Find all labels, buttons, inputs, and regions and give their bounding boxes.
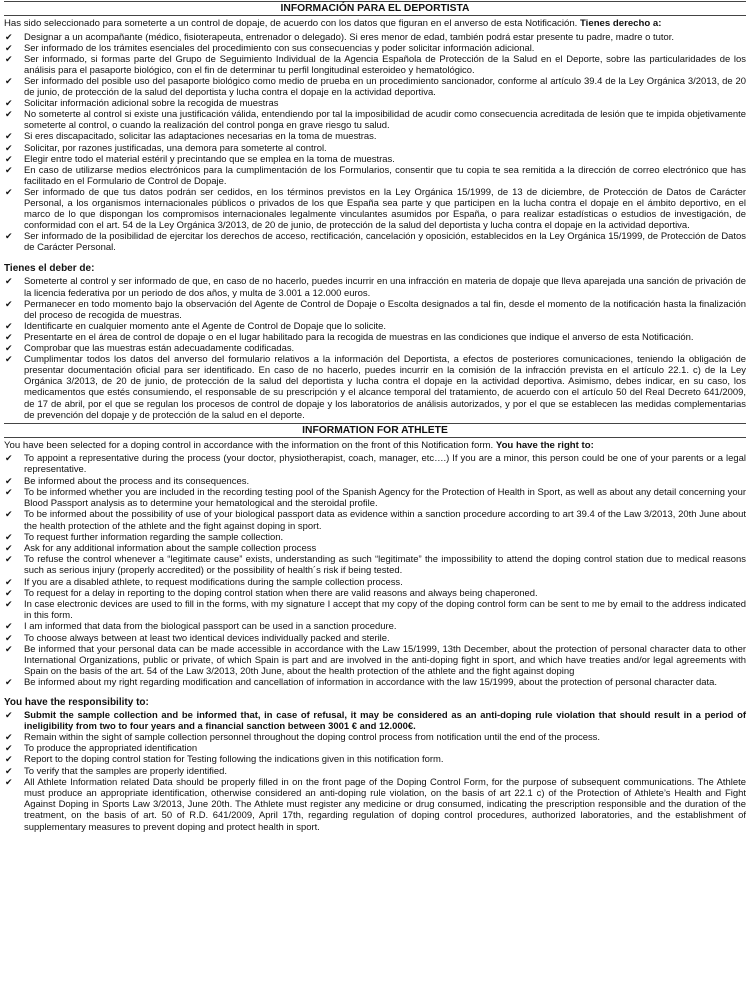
list-item: [4, 54, 746, 76]
list-item-text: En caso de utilizarse medios electrónicos para la cumplimentación de los Formularios, consentir que tu copia te sea remitida a la dirección de correo electrónico que has facilitado en el Formulario de Control de Dopaje.: [24, 164, 746, 187]
list-item-text: If you are a disabled athlete, to request modifications during the sample collection process.: [24, 576, 403, 588]
checkmark-icon: ✔: [5, 142, 13, 153]
list-item-text: Solicitar, por razones justificadas, una demora para someterte al control.: [24, 142, 327, 154]
list-item: [4, 154, 746, 165]
checkmark-icon: ✔: [5, 776, 13, 787]
list-item: [4, 332, 746, 343]
rights-list-es: [4, 32, 746, 254]
list-item: [4, 321, 746, 332]
checkmark-icon: ✔: [5, 231, 13, 242]
checkmark-icon: ✔: [5, 765, 13, 776]
list-item-text: To appoint a representative during the process (your doctor, physiotherapist, coach, manager, etc….) If you are a minor, this person could be one of your parents or a legal representative.: [24, 453, 746, 476]
list-item-text: Ser informado de que tus datos podrán ser cedidos, en los términos previstos en la Ley Orgánica 15/1999, de 13 de diciembre, de Protección de Datos de Carácter Personal, a los organismos internacionales públicos o privados de los que España sea parte y que participen en la lucha contra el dopaje en el ámbito deportivo, en el marco de lo que dispongan los compromisos internacionales legalmente vinculantes asumidos por España, o para realizar estadísticas o estudios de investigación, de conformidad con el art. 54 de la Ley Orgánica 3/2013, de 20 de junio, de protección de la salud del deportista y lucha contra el dopaje en la actividad deportiva.: [24, 186, 746, 232]
list-item: [4, 554, 746, 576]
list-item-text: To refuse the control whenever a “legitimate cause” exists, understanding as such “legitimate” the impossibility to attend the doping control station due to medical reasons such as serious injury (properly accredited) or the possibility of health´s risk if being tested.: [24, 554, 746, 577]
list-item: [4, 644, 746, 678]
list-item: [4, 299, 746, 321]
list-item-text: Si eres discapacitado, solicitar las adaptaciones necesarias en la toma de muestras.: [24, 131, 377, 143]
intro-en-text: You have been selected for a doping control in accordance with the information on the front of this Notification form.: [4, 439, 494, 451]
list-item: [4, 231, 746, 253]
list-item: [4, 543, 746, 554]
checkmark-icon: ✔: [5, 643, 13, 654]
list-item: [4, 76, 746, 98]
list-item: [4, 777, 746, 833]
checkmark-icon: ✔: [5, 677, 13, 688]
checkmark-icon: ✔: [5, 31, 13, 42]
list-item: [4, 131, 746, 142]
list-item-text: No someterte al control si existe una justificación válida, entendiendo por tal la imposibilidad de acudir como consecuencia acreditada de lesión que te impida objetivamente someterte al control, o cuando la realización del control ponga en grave riesgo tu salud.: [24, 109, 746, 132]
list-item: [4, 276, 746, 298]
list-item-text: To produce the appropriated identification: [24, 743, 198, 755]
list-item-text: Ask for any additional information about the sample collection process: [24, 542, 317, 554]
list-item-text: All Athlete Information related Data should be properly filled in on the front page of the Doping Control Form, for the purpose of subsequent communications. The Athlete must produce an appropriate identification, otherwise considered an anti-doping rule violation, on the basis of art 22.1 c) of the Protection of Athlete’s Health and Fight Against Doping in Sports Law 3/2013, June 20th. The Athlete must register any medicine or drug consumed, indicating the prescription responsible and the duration of the treatment, on the basis of art. 50 of R.D. 641/2009, April 17th, regarding regulation of doping control procedures, authorized laboratories, and the establishment of supplementary measures to prevent doping and protect health in sport.: [24, 776, 746, 833]
checkmark-icon: ✔: [5, 509, 13, 520]
list-item: [4, 109, 746, 131]
checkmark-icon: ✔: [5, 754, 13, 765]
checkmark-icon: ✔: [5, 486, 13, 497]
list-item-text: To request further information regarding the sample collection.: [24, 531, 284, 543]
list-item-text: Ser informado de los trámites esenciales del procedimiento con sus consecuencias y poder solicitar información adicional.: [24, 42, 535, 54]
intro-en: [4, 440, 746, 452]
list-item: [4, 621, 746, 632]
list-item: [4, 98, 746, 109]
list-item-text: Someterte al control y ser informado de que, en caso de no hacerlo, puedes incurrir en una infracción en materia de dopaje que lleva aparejada una sanción de privación de la licencia federativa por un periodo de dos años, y multa de 3.001 a 12.000 euros.: [24, 276, 746, 299]
checkmark-icon: ✔: [5, 42, 13, 53]
list-item-text: To request for a delay in reporting to the doping control station when there are valid reasons and always being chaperoned.: [24, 587, 538, 599]
checkmark-icon: ✔: [5, 587, 13, 598]
checkmark-icon: ✔: [5, 743, 13, 754]
list-item: [4, 677, 746, 688]
list-item-text: Cumplimentar todos los datos del anverso del formulario relativos a la información del Deportista, a efectos de posteriores comunicaciones, teniendo la obligación de presentar documentación oficial para ser identificado. En caso de no hacerlo, puedes incurrir en la comisión de la infracción prevista en el artículo 22.1. c) de la Ley Orgánica 3/2013, de 20 de junio, de protección de la salud del deportista y lucha contra el dopaje en la actividad deportiva. Asimismo, debes indicar, en su caso, los medicamentos que estés consumiendo, el responsable de su prescripción y el alcance temporal del tratamiento, de acuerdo con el artículo 50 del Real Decreto 641/2009, de 17 de abril, por el que se regulan los procesos de control de dopaje y los laboratorios de análisis autorizados, y por el que se establecen las medidas complementarias de prevención del dopaje y de protección de la salud en el deporte.: [24, 354, 746, 421]
list-item: [4, 32, 746, 43]
list-item: [4, 354, 746, 421]
checkmark-icon: ✔: [5, 98, 13, 109]
section-title-es: INFORMACIÓN PARA EL DEPORTISTA: [4, 1, 746, 16]
list-item-text: Be informed that your personal data can be made accessible in accordance with the Law 15/1999, 13th December, about the protection of personal character data to other International Organizations, public or private, of which Spain is part and are involved in the anti-doping fight in sport, and which have treaties and/or legal agreements with Spain on the basis of the art. 54 of the Law 3/2013, 20th June, about the health protection of the athlete and the fight against doping: [24, 643, 746, 678]
checkmark-icon: ✔: [5, 164, 13, 175]
checkmark-icon: ✔: [5, 343, 13, 354]
checkmark-icon: ✔: [5, 298, 13, 309]
checkmark-icon: ✔: [5, 542, 13, 553]
list-item-text: Solicitar información adicional sobre la recogida de muestras: [24, 98, 279, 110]
list-item: [4, 43, 746, 54]
list-item: [4, 453, 746, 475]
checkmark-icon: ✔: [5, 131, 13, 142]
list-item-text: Elegir entre todo el material estéril y precintando que se emplea en la toma de muestras.: [24, 153, 395, 165]
checkmark-icon: ✔: [5, 53, 13, 64]
list-item-text: Be informed about my right regarding modification and cancellation of information in accordance with the law 15/1999, about the protection of personal character data.: [24, 677, 718, 689]
list-item: [4, 487, 746, 509]
list-item-text: To choose always between at least two identical devices individually packed and sterile.: [24, 632, 390, 644]
duties-heading-es: Tienes el deber de:: [4, 263, 95, 275]
checkmark-icon: ✔: [5, 453, 13, 464]
list-item: [4, 732, 746, 743]
list-item-text: Designar a un acompañante (médico, fisioterapeuta, entrenador o delegado). Si eres menor de edad, también podrá estar presente tu padre, madre o tutor.: [24, 31, 675, 43]
list-item: [4, 509, 746, 531]
checkmark-icon: ✔: [5, 554, 13, 565]
list-item-text: Ser informado de la posibilidad de ejercitar los derechos de acceso, rectificación, cancelación y oposición, establecidos en la Ley Orgánica 15/1999, de Protección de Datos de Carácter Personal.: [24, 231, 746, 254]
section-title-en: INFORMATION FOR ATHLETE: [4, 423, 746, 438]
checkmark-icon: ✔: [5, 576, 13, 587]
list-item: [4, 766, 746, 777]
list-item: [4, 143, 746, 154]
list-item: [4, 633, 746, 644]
duties-heading-en: You have the responsibility to:: [4, 696, 149, 708]
list-item-text: To verify that the samples are properly identified.: [24, 765, 228, 777]
list-item-text: To be informed whether you are included in the recording testing pool of the Spanish Agency for the Protection of Health in Sport, as well as about any detail concerning your Blood Passport analysis as to determine your hematological and the steroidal profile.: [24, 486, 746, 510]
checkmark-icon: ✔: [5, 354, 13, 365]
list-item: [4, 577, 746, 588]
checkmark-icon: ✔: [5, 475, 13, 486]
checkmark-icon: ✔: [5, 621, 13, 632]
duties-list-en: [4, 710, 746, 833]
list-item-text: Permanecer en todo momento bajo la observación del Agente de Control de Dopaje o Escolta designados a tal fin, desde el momento de la notificación hasta la finalización del proceso de recogida de muestras.: [24, 298, 746, 321]
list-item-text: I am informed that data from the biological passport can be used in a sanction procedure.: [24, 621, 397, 633]
list-item: [4, 754, 746, 765]
checkmark-icon: ✔: [5, 709, 13, 720]
list-item-text: Be informed about the process and its consequences.: [24, 475, 250, 487]
list-item-text: Remain within the sight of sample collection personnel throughout the doping control process from notification until the end of the process.: [24, 731, 601, 743]
duties-list-es: [4, 276, 746, 420]
list-item-text: Report to the doping control station for Testing following the indications given in this notification form.: [24, 754, 444, 766]
list-item-text: Presentarte en el área de control de dopaje o en el lugar habilitado para la recogida de muestras en las condiciones que indique el anverso de esta Notificación.: [24, 331, 694, 343]
list-item: [4, 743, 746, 754]
checkmark-icon: ✔: [5, 109, 13, 120]
checkmark-icon: ✔: [5, 75, 13, 86]
checkmark-icon: ✔: [5, 320, 13, 331]
list-item-text: In case electronic devices are used to fill in the forms, with my signature I accept that my copy of the doping control form can be sent to me by email to the address indicated in this form.: [24, 598, 746, 622]
list-item-text: Submit the sample collection and be informed that, in case of refusal, it may be considered as an anti-doping rule violation that should result in a period of ineligibility from two to four years and a financial sanction between 3001 € and 12.000€.: [24, 709, 746, 732]
list-item-text: To be informed about the possibility of use of your biological passport data as evidence within a sanction procedure according to art 39.4 of the Law 3/2013, 20th June about the health protection of the athlete and the fight against doping in sport.: [24, 509, 746, 532]
list-item-text: Comprobar que las muestras están adecuadamente codificadas.: [24, 343, 295, 355]
list-item: [4, 165, 746, 187]
checkmark-icon: ✔: [5, 186, 13, 197]
checkmark-icon: ✔: [5, 632, 13, 643]
intro-es: [4, 18, 746, 30]
checkmark-icon: ✔: [5, 598, 13, 609]
list-item: [4, 532, 746, 543]
checkmark-icon: ✔: [5, 153, 13, 164]
intro-es-rights-heading: Tienes derecho a:: [580, 18, 662, 29]
checkmark-icon: ✔: [5, 276, 13, 287]
checkmark-icon: ✔: [5, 731, 13, 742]
list-item: [4, 710, 746, 732]
list-item-text: Ser informado, si formas parte del Grupo de Seguimiento Individual de la Agencia Española de Protección de la Salud en el Deporte, sobre las particularidades de los análisis para el pasaporte biológico, con el fin de determinar tu perfil longitudinal esteroideo y hematológico.: [24, 53, 746, 76]
list-item: [4, 187, 746, 231]
list-item-text: Identificarte en cualquier momento ante el Agente de Control de Dopaje que lo solicite.: [24, 320, 386, 332]
list-item: [4, 476, 746, 487]
rights-list-en: [4, 453, 746, 688]
list-item-text: Ser informado del posible uso del pasaporte biológico como medio de prueba en un procedimiento sancionador, conforme al artículo 39.4 de la Ley Orgánica 3/2013, de 20 de junio, de protección de la salud del deportista y lucha contra el dopaje en la actividad deportiva.: [24, 75, 746, 99]
list-item: [4, 343, 746, 354]
list-item: [4, 599, 746, 621]
intro-es-text: Has sido seleccionado para someterte a un control de dopaje, de acuerdo con los datos que figuran en el anverso de esta Notificación.: [4, 18, 578, 29]
checkmark-icon: ✔: [5, 531, 13, 542]
intro-en-rights-heading: You have the right to:: [495, 439, 594, 451]
list-item: [4, 588, 746, 599]
checkmark-icon: ✔: [5, 331, 13, 342]
